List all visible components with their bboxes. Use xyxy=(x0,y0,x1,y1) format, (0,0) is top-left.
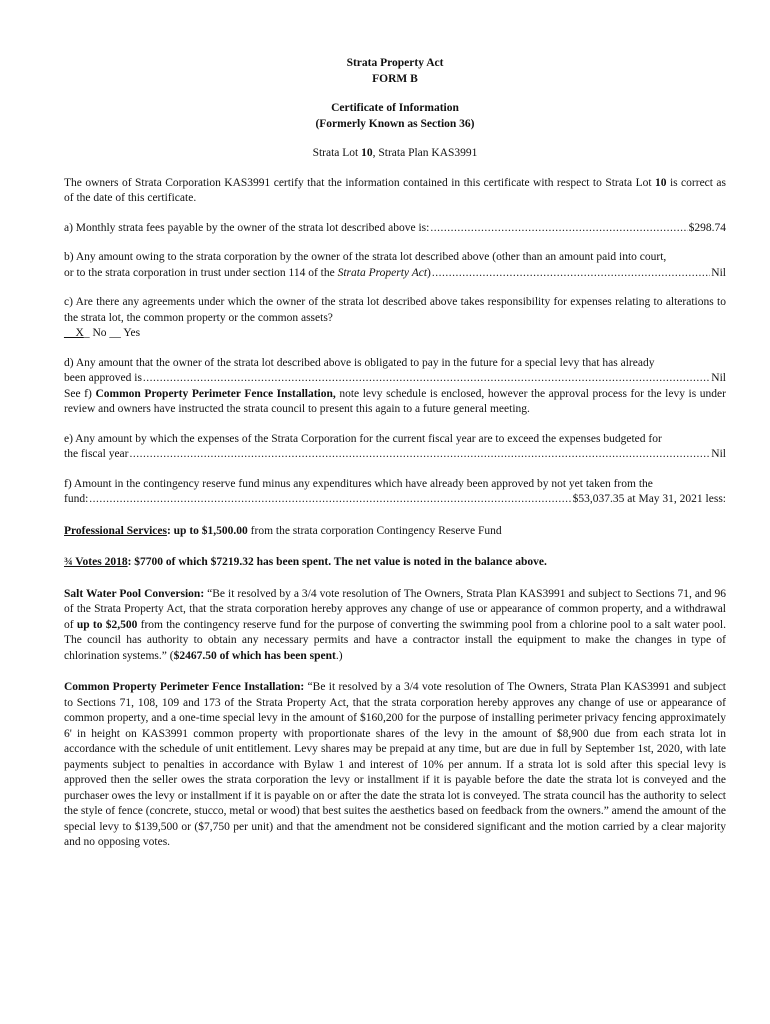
dot-leader xyxy=(432,266,710,282)
item-d-line2: been approved is ..... Nil xyxy=(64,371,726,387)
document-header xyxy=(64,56,726,87)
item-a-value: $298.74 xyxy=(688,221,726,234)
item-c-selected: X xyxy=(75,327,84,339)
form-title: FORM B xyxy=(372,72,418,85)
dot-leader xyxy=(130,447,711,463)
item-b-line2: or to the strata corporation in trust under section 114 of the Strata Property Act) ..... Nil xyxy=(64,266,726,282)
certificate-subtitle: (Formerly Known as Section 36) xyxy=(315,117,475,130)
item-b-value: Nil xyxy=(711,266,726,279)
salt-water-pool-paragraph: Salt Water Pool Conversion: “Be it resolved by a 3/4 vote resolution of The Owners, Strata Plan KAS3991 and subject to Sections 71, and 96 of the Strata Property Act, that the strata corporation hereby approves any change of use or appearance of common property, and a withdrawal of up to $2,500 from the contingency reserve fund for the purpose of converting the swimming pool from a chlorine pool to a salt water pool. The council has authority to obtain any necessary permits and have a contractor install the equipment to make the changes in type of chlorination systems.” ($2467.50 of which has been spent.) xyxy=(64,587,726,662)
item-d-value: Nil xyxy=(711,372,726,384)
item-f xyxy=(64,477,726,508)
item-a-text: a) Monthly strata fees payable by the owner of the strata lot described above is: xyxy=(64,221,430,234)
votes-2018: ¾ Votes 2018: $7700 of which $7219.32 has been spent. The net value is noted in the balance above. xyxy=(64,556,547,568)
item-f-line2: fund: ..... $53,037.35 at May 31, 2021 less: xyxy=(64,492,726,508)
act-title: Strata Property Act xyxy=(346,57,444,69)
intro-paragraph: The owners of Strata Corporation KAS3991 certify that the information contained in this certificate with respect to Strata Lot 10 is correct as of the date of this certificate. xyxy=(64,176,726,204)
item-c-text: c) Are there any agreements under which the owner of the strata lot described above takes responsibility for expenses relating to alterations to the strata lot, the common property or the common assets? xyxy=(64,296,726,324)
strata-lot-line: Strata Lot 10, Strata Plan KAS3991 xyxy=(312,147,478,159)
item-e xyxy=(64,432,726,463)
item-c-choice: __X_ No __ Yes xyxy=(64,327,141,339)
certificate-title-block xyxy=(64,101,726,132)
item-d xyxy=(64,356,726,418)
item-b xyxy=(64,250,726,281)
item-a xyxy=(64,221,726,237)
item-f-line1: f) Amount in the contingency reserve fund minus any expenditures which have already been approved by not yet taken from the xyxy=(64,477,653,490)
professional-services: Professional Services: up to $1,500.00 from the strata corporation Contingency Reserve Fund xyxy=(64,524,502,537)
item-d-line1: d) Any amount that the owner of the strata lot described above is obligated to pay in the future for a special levy that has already xyxy=(64,356,655,369)
item-e-line2: the fiscal year ..... Nil xyxy=(64,447,726,463)
fence-installation-paragraph: Common Property Perimeter Fence Installation: “Be it resolved by a 3/4 vote resolution of The Owners, Strata Plan KAS3991 and subject to Sections 71, 108, 109 and 173 of the Strata Property Act, that the strata corporation hereby approves any change of use or appearance of common property, and a one-time special levy in the amount of $160,200 for the purpose of installing perimeter privacy fencing approximately 6' in height on KAS3991 common property with proportionate shares of the levy in the amount of $8,900 due from each strata lot in accordance with the schedule of unit entitlement. Levy shares may be prepaid at any time, but are due in full by September 1st, 2020, with late payments subject to penalties in accordance with Bylaw 1 and interest of 10% per annum. If a strata lot is sold after this special levy is approved then the seller owes the strata corporation the levy or installment if it is payable before the date the strata lot is conveyed and the purchaser owes the levy or installment if it is payable on or after the date the strata lot is conveyed. The strata council has the authority to select the style of fence (concrete, stucco, metal or wood) that best suites the aesthetics based on feedback from the owners.” amend the amount of the special levy to $139,500 or ($7,750 per unit) and that the amendment not be considered significant and the motion carried by a clear majority and no opposing votes. xyxy=(64,681,726,848)
item-b-line1: b) Any amount owing to the strata corporation by the owner of the strata lot described above (other than an amount paid into court, xyxy=(64,251,667,263)
item-c xyxy=(64,295,726,342)
item-f-value: $53,037.35 at May 31, 2021 less: xyxy=(572,493,726,505)
item-e-value: Nil xyxy=(711,448,726,460)
dot-leader xyxy=(430,221,687,237)
certificate-title: Certificate of Information xyxy=(331,102,459,114)
item-d-note: See f) Common Property Perimeter Fence Installation, note levy schedule is enclosed, however the approval process for the levy is under review and owners have instructed the strata council to present this again to a future general meeting. xyxy=(64,387,726,415)
dot-leader xyxy=(143,371,710,387)
dot-leader xyxy=(89,492,571,508)
item-e-line1: e) Any amount by which the expenses of the Strata Corporation for the current fiscal year are to exceed the expenses budgeted for xyxy=(64,432,662,445)
